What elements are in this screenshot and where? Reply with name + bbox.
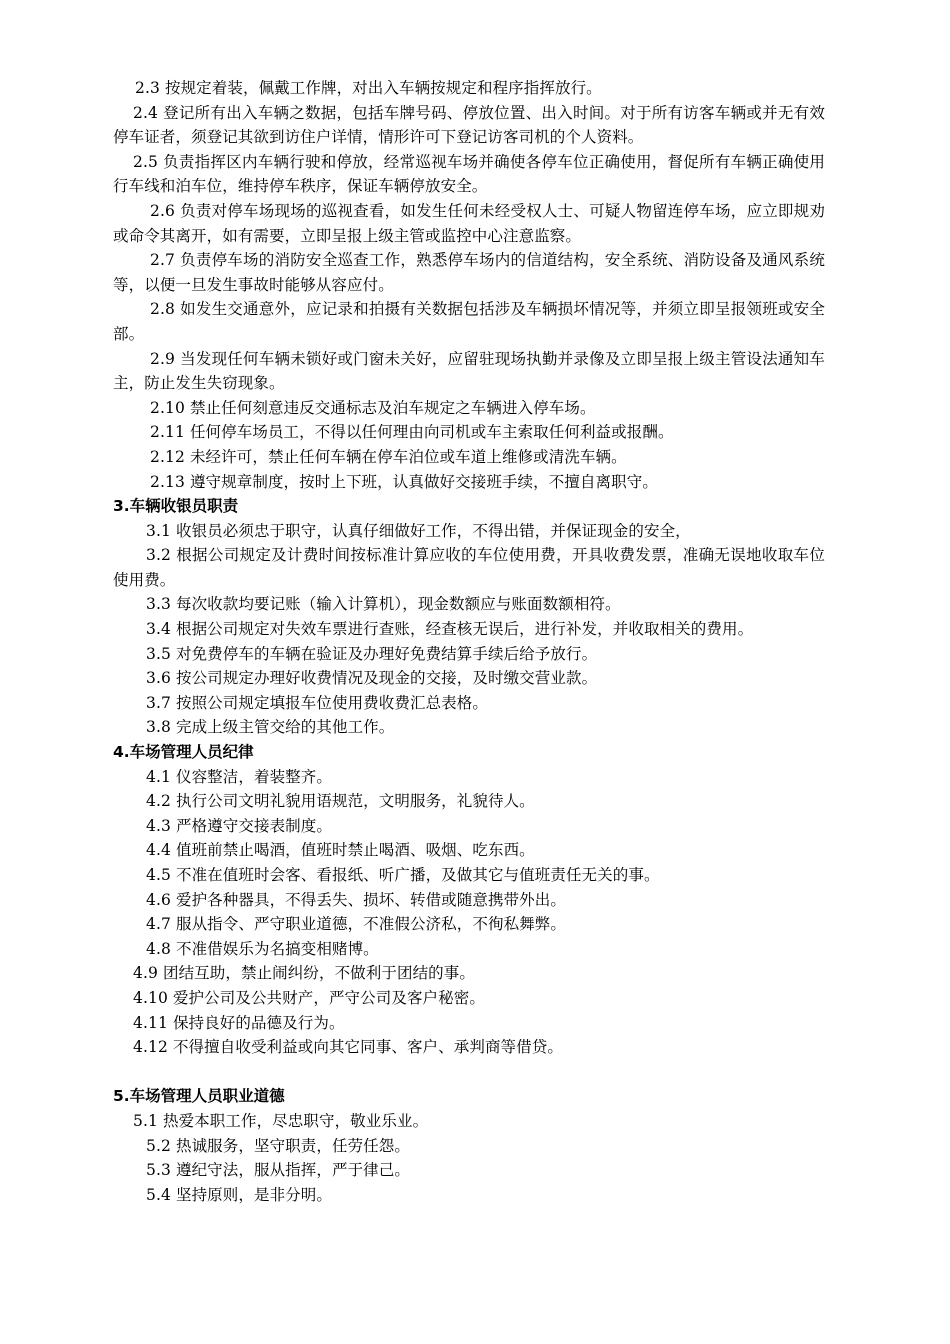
item-2-7: 2.7 负责停车场的消防安全巡查工作，熟悉停车场内的信道结构，安全系统、消防设备及通风系统等，以便一旦发生事故时能够从容应付。 (113, 251, 825, 294)
blank-line (113, 1060, 825, 1085)
item-2-3: 2.3 按规定着装，佩戴工作牌，对出入车辆按规定和程序指挥放行。 (135, 79, 602, 97)
item-2-13: 2.13 遵守规章制度，按时上下班，认真做好交接班手续，不擅自离职守。 (150, 472, 658, 491)
section-5-heading: 5.车场管理人员职业道德 (113, 1087, 285, 1106)
item-4-1: 4.1 仪容整洁，着装整齐。 (146, 767, 332, 786)
item-4-2: 4.2 执行公司文明礼貌用语规范，文明服务，礼貌待人。 (146, 792, 535, 811)
item-3-3: 3.3 每次收款均要记账（输入计算机），现金数额应与账面数额相符。 (146, 595, 621, 614)
item-4-3: 4.3 严格遵守交接表制度。 (146, 816, 332, 835)
item-3-8: 3.8 完成上级主管交给的其他工作。 (146, 718, 395, 737)
item-4-9: 4.9 团结互助，禁止闹纠纷，不做利于团结的事。 (133, 964, 475, 983)
item-4-4: 4.4 值班前禁止喝酒，值班时禁止喝酒、吸烟、吃东西。 (146, 841, 535, 860)
item-4-6: 4.6 爱护各种器具，不得丢失、损坏、转借或随意携带外出。 (146, 890, 566, 909)
item-3-1: 3.1 收银员必须忠于职守，认真仔细做好工作，不得出错，并保证现金的安全， (146, 521, 691, 540)
item-4-11: 4.11 保持良好的品德及行为。 (133, 1013, 345, 1032)
item-5-3: 5.3 遵纪守法，服从指挥，严于律己。 (146, 1161, 410, 1180)
item-4-10: 4.10 爱护公司及公共财产，严守公司及客户秘密。 (133, 988, 485, 1007)
item-5-1: 5.1 热爱本职工作，尽忠职守，敬业乐业。 (133, 1111, 429, 1130)
item-4-7: 4.7 服从指令、严守职业道德，不准假公济私，不徇私舞弊。 (146, 915, 566, 934)
item-4-5: 4.5 不准在值班时会客、看报纸、听广播，及做其它与值班责任无关的事。 (146, 866, 660, 884)
item-2-6: 2.6 负责对停车场现场的巡视查看，如发生任何未经受权人士、可疑人物留连停车场，应立即规劝或命令其离开，如有需要，立即呈报上级主管或监控中心注意监察。 (113, 201, 825, 245)
item-2-5: 2.5 负责指挥区内车辆行驶和停放，经常巡视车场并确使各停车位正确使用，督促所有车辆正确使用行车线和泊车位，维持停车秩序，保证车辆停放安全。 (113, 152, 825, 196)
section-4-heading: 4.车场管理人员纪律 (113, 743, 254, 762)
item-5-4: 5.4 坚持原则，是非分明。 (146, 1185, 332, 1204)
item-3-5: 3.5 对免费停车的车辆在验证及办理好免费结算手续后给予放行。 (146, 644, 598, 663)
item-4-12: 4.12 不得擅自收受利益或向其它同事、客户、承判商等借贷。 (133, 1038, 563, 1057)
item-4-8: 4.8 不准借娱乐为名搞变相赌博。 (146, 939, 379, 958)
section-3-heading: 3.车辆收银员职责 (113, 497, 239, 516)
item-3-7: 3.7 按照公司规定填报车位使用费收费汇总表格。 (146, 693, 488, 712)
item-2-8: 2.8 如发生交通意外，应记录和拍摄有关数据包括涉及车辆损坏情况等，并须立即呈报领班或安全部。 (113, 300, 825, 343)
item-5-2: 5.2 热诚服务，坚守职责，任劳任怨。 (146, 1136, 410, 1155)
item-2-9: 2.9 当发现任何车辆未锁好或门窗未关好，应留驻现场执勤并录像及立即呈报上级主管设法通知车主，防止发生失窃现象。 (113, 349, 825, 393)
item-2-10: 2.10 禁止任何刻意违反交通标志及泊车规定之车辆进入停车场。 (150, 398, 596, 417)
item-3-4: 3.4 根据公司规定对失效车票进行查账，经查核无误后，进行补发，并收取相关的费用。 (146, 620, 754, 639)
item-3-2: 3.2 根据公司规定及计费时间按标准计算应收的车位使用费，开具收费发票，准确无误地收取车位使用费。 (113, 546, 825, 589)
item-2-12: 2.12 未经许可，禁止任何车辆在停车泊位或车道上维修或清洗车辆。 (150, 447, 627, 466)
item-3-6: 3.6 按公司规定办理好收费情况及现金的交接，及时缴交营业款。 (146, 669, 598, 688)
item-2-4: 2.4 登记所有出入车辆之数据，包括车牌号码、停放位置、出入时间。对于所有访客车辆或并无有效停车证者，须登记其欲到访住户详情，情形许可下登记访客司机的个人资料。 (113, 103, 825, 147)
item-2-11: 2.11 任何停车场员工，不得以任何理由向司机或车主索取任何利益或报酬。 (150, 423, 674, 442)
document-body (113, 76, 825, 1207)
